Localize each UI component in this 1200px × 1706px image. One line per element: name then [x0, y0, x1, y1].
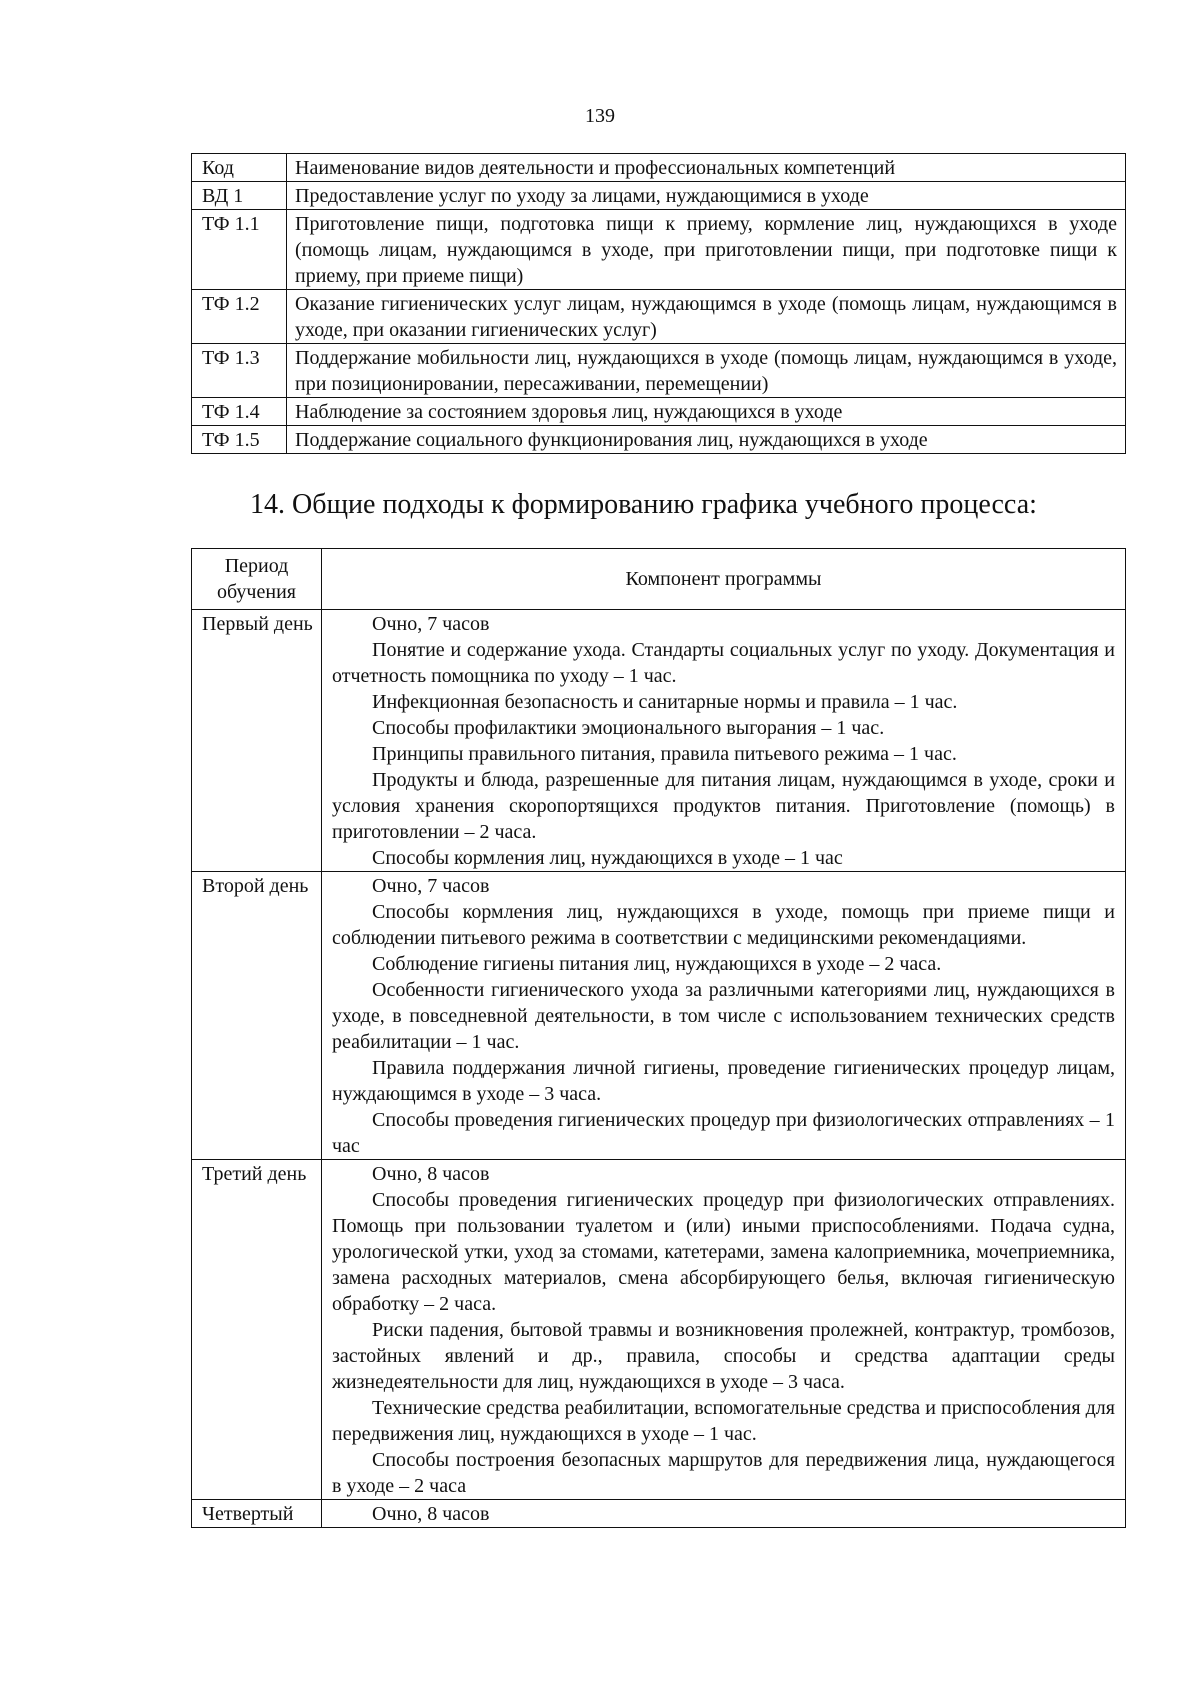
- column-header-name: Наименование видов деятельности и профессиональных компетенций: [287, 154, 1126, 182]
- table-row: [192, 426, 1126, 454]
- table-row: [192, 182, 1126, 210]
- topic-paragraph: Технические средства реабилитации, вспомогательные средства и приспособления для передвижения лиц, нуждающихся в уходе – 1 час.: [332, 1397, 1115, 1445]
- topic-paragraph: Риски падения, бытовой травмы и возникновения пролежней, контрактур, тромбозов, застойных явлений и др., правила, способы и средства адаптации среды жизнедеятельности для лиц, нуждающихся в уходе – 3 часа.: [332, 1319, 1115, 1393]
- table-row: [192, 1160, 1126, 1500]
- topic-paragraph: Способы проведения гигиенических процедур при физиологических отправлениях – 1 час: [332, 1109, 1115, 1157]
- table-row: [192, 290, 1126, 344]
- schedule-table: [191, 548, 1126, 1528]
- topic-paragraph: Инфекционная безопасность и санитарные нормы и правила – 1 час.: [372, 691, 958, 713]
- period-cell: Третий день: [192, 1160, 322, 1500]
- format-hours: Очно, 7 часов: [372, 875, 490, 897]
- topic-paragraph: Продукты и блюда, разрешенные для питания лицам, нуждающимся в уходе, сроки и условия хранения скоропортящихся продуктов питания. Приготовление (помощь) в приготовлении – 2 часа.: [332, 769, 1115, 843]
- component-cell: [322, 1160, 1126, 1500]
- format-hours: Очно, 8 часов: [372, 1503, 490, 1525]
- period-cell: Четвертый: [192, 1500, 322, 1528]
- table-row: [192, 872, 1126, 1160]
- table-header-row: [192, 154, 1126, 182]
- period-cell: Первый день: [192, 610, 322, 872]
- row-code: ТФ 1.5: [192, 426, 287, 454]
- row-text: Предоставление услуг по уходу за лицами, нуждающимися в уходе: [287, 182, 1126, 210]
- topic-paragraph: Способы проведения гигиенических процедур при физиологических отправлениях. Помощь при пользовании туалетом и (или) иными приспособлениями. Подача судна, урологической утки, уход за стомами, катетерами, замена калоприемника, мочеприемника, замена расходных материалов, смена абсорбирующего белья, включая гигиеническую обработку – 2 часа.: [332, 1189, 1115, 1315]
- table-row: [192, 398, 1126, 426]
- component-cell: [322, 872, 1126, 1160]
- row-code: ТФ 1.2: [192, 290, 287, 344]
- table-row: [192, 210, 1126, 290]
- topic-paragraph: Принципы правильного питания, правила питьевого режима – 1 час.: [372, 743, 957, 765]
- row-text: Приготовление пищи, подготовка пищи к приему, кормление лиц, нуждающихся в уходе (помощь лицам, нуждающимся в уходе, при приготовлении пищи, при подготовке пищи к приему, при приеме пищи): [287, 210, 1126, 290]
- table-row: [192, 344, 1126, 398]
- topic-paragraph: Способы построения безопасных маршрутов для передвижения лица, нуждающегося в уходе – 2 часа: [332, 1449, 1115, 1497]
- row-code: ТФ 1.3: [192, 344, 287, 398]
- topic-paragraph: Правила поддержания личной гигиены, проведение гигиенических процедур лицам, нуждающимся в уходе – 3 часа.: [332, 1057, 1115, 1105]
- column-header-component: Компонент программы: [322, 549, 1126, 610]
- competencies-table: [191, 153, 1126, 454]
- schedule-body: [192, 610, 1126, 1528]
- topic-paragraph: Соблюдение гигиены питания лиц, нуждающихся в уходе – 2 часа.: [372, 953, 942, 975]
- row-text: Поддержание мобильности лиц, нуждающихся в уходе (помощь лицам, нуждающимся в уходе, при позиционировании, пересаживании, перемещении): [287, 344, 1126, 398]
- section-heading: 14. Общие подходы к формированию графика учебного процесса:: [250, 489, 1037, 520]
- topic-paragraph: Особенности гигиенического ухода за различными категориями лиц, нуждающихся в уходе, в повседневной деятельности, в том числе с использованием технических средств реабилитации – 1 час.: [332, 979, 1115, 1053]
- topic-paragraph: Способы профилактики эмоционального выгорания – 1 час.: [372, 717, 885, 739]
- row-code: ВД 1: [192, 182, 287, 210]
- topic-paragraph: Способы кормления лиц, нуждающихся в уходе, помощь при приеме пищи и соблюдении питьевого режима в соответствии с медицинскими рекомендациями.: [332, 901, 1115, 949]
- topic-paragraph: Способы кормления лиц, нуждающихся в уходе – 1 час: [372, 847, 843, 869]
- row-text: Оказание гигиенических услуг лицам, нуждающимся в уходе (помощь лицам, нуждающимся в уходе, при оказании гигиенических услуг): [287, 290, 1126, 344]
- table-header-row: [192, 549, 1126, 610]
- column-header-period: Период обучения: [192, 549, 322, 610]
- row-code: ТФ 1.1: [192, 210, 287, 290]
- component-cell: [322, 610, 1126, 872]
- column-header-code: Код: [192, 154, 287, 182]
- page-number: 139: [585, 105, 615, 127]
- row-text: Поддержание социального функционирования лиц, нуждающихся в уходе: [287, 426, 1126, 454]
- topic-paragraph: Понятие и содержание ухода. Стандарты социальных услуг по уходу. Документация и отчетность помощника по уходу – 1 час.: [332, 639, 1115, 687]
- format-hours: Очно, 7 часов: [372, 613, 490, 635]
- period-cell: Второй день: [192, 872, 322, 1160]
- row-code: ТФ 1.4: [192, 398, 287, 426]
- row-text: Наблюдение за состоянием здоровья лиц, нуждающихся в уходе: [287, 398, 1126, 426]
- table-row: [192, 610, 1126, 872]
- table-row: [192, 1500, 1126, 1528]
- component-cell: [322, 1500, 1126, 1528]
- format-hours: Очно, 8 часов: [372, 1163, 490, 1185]
